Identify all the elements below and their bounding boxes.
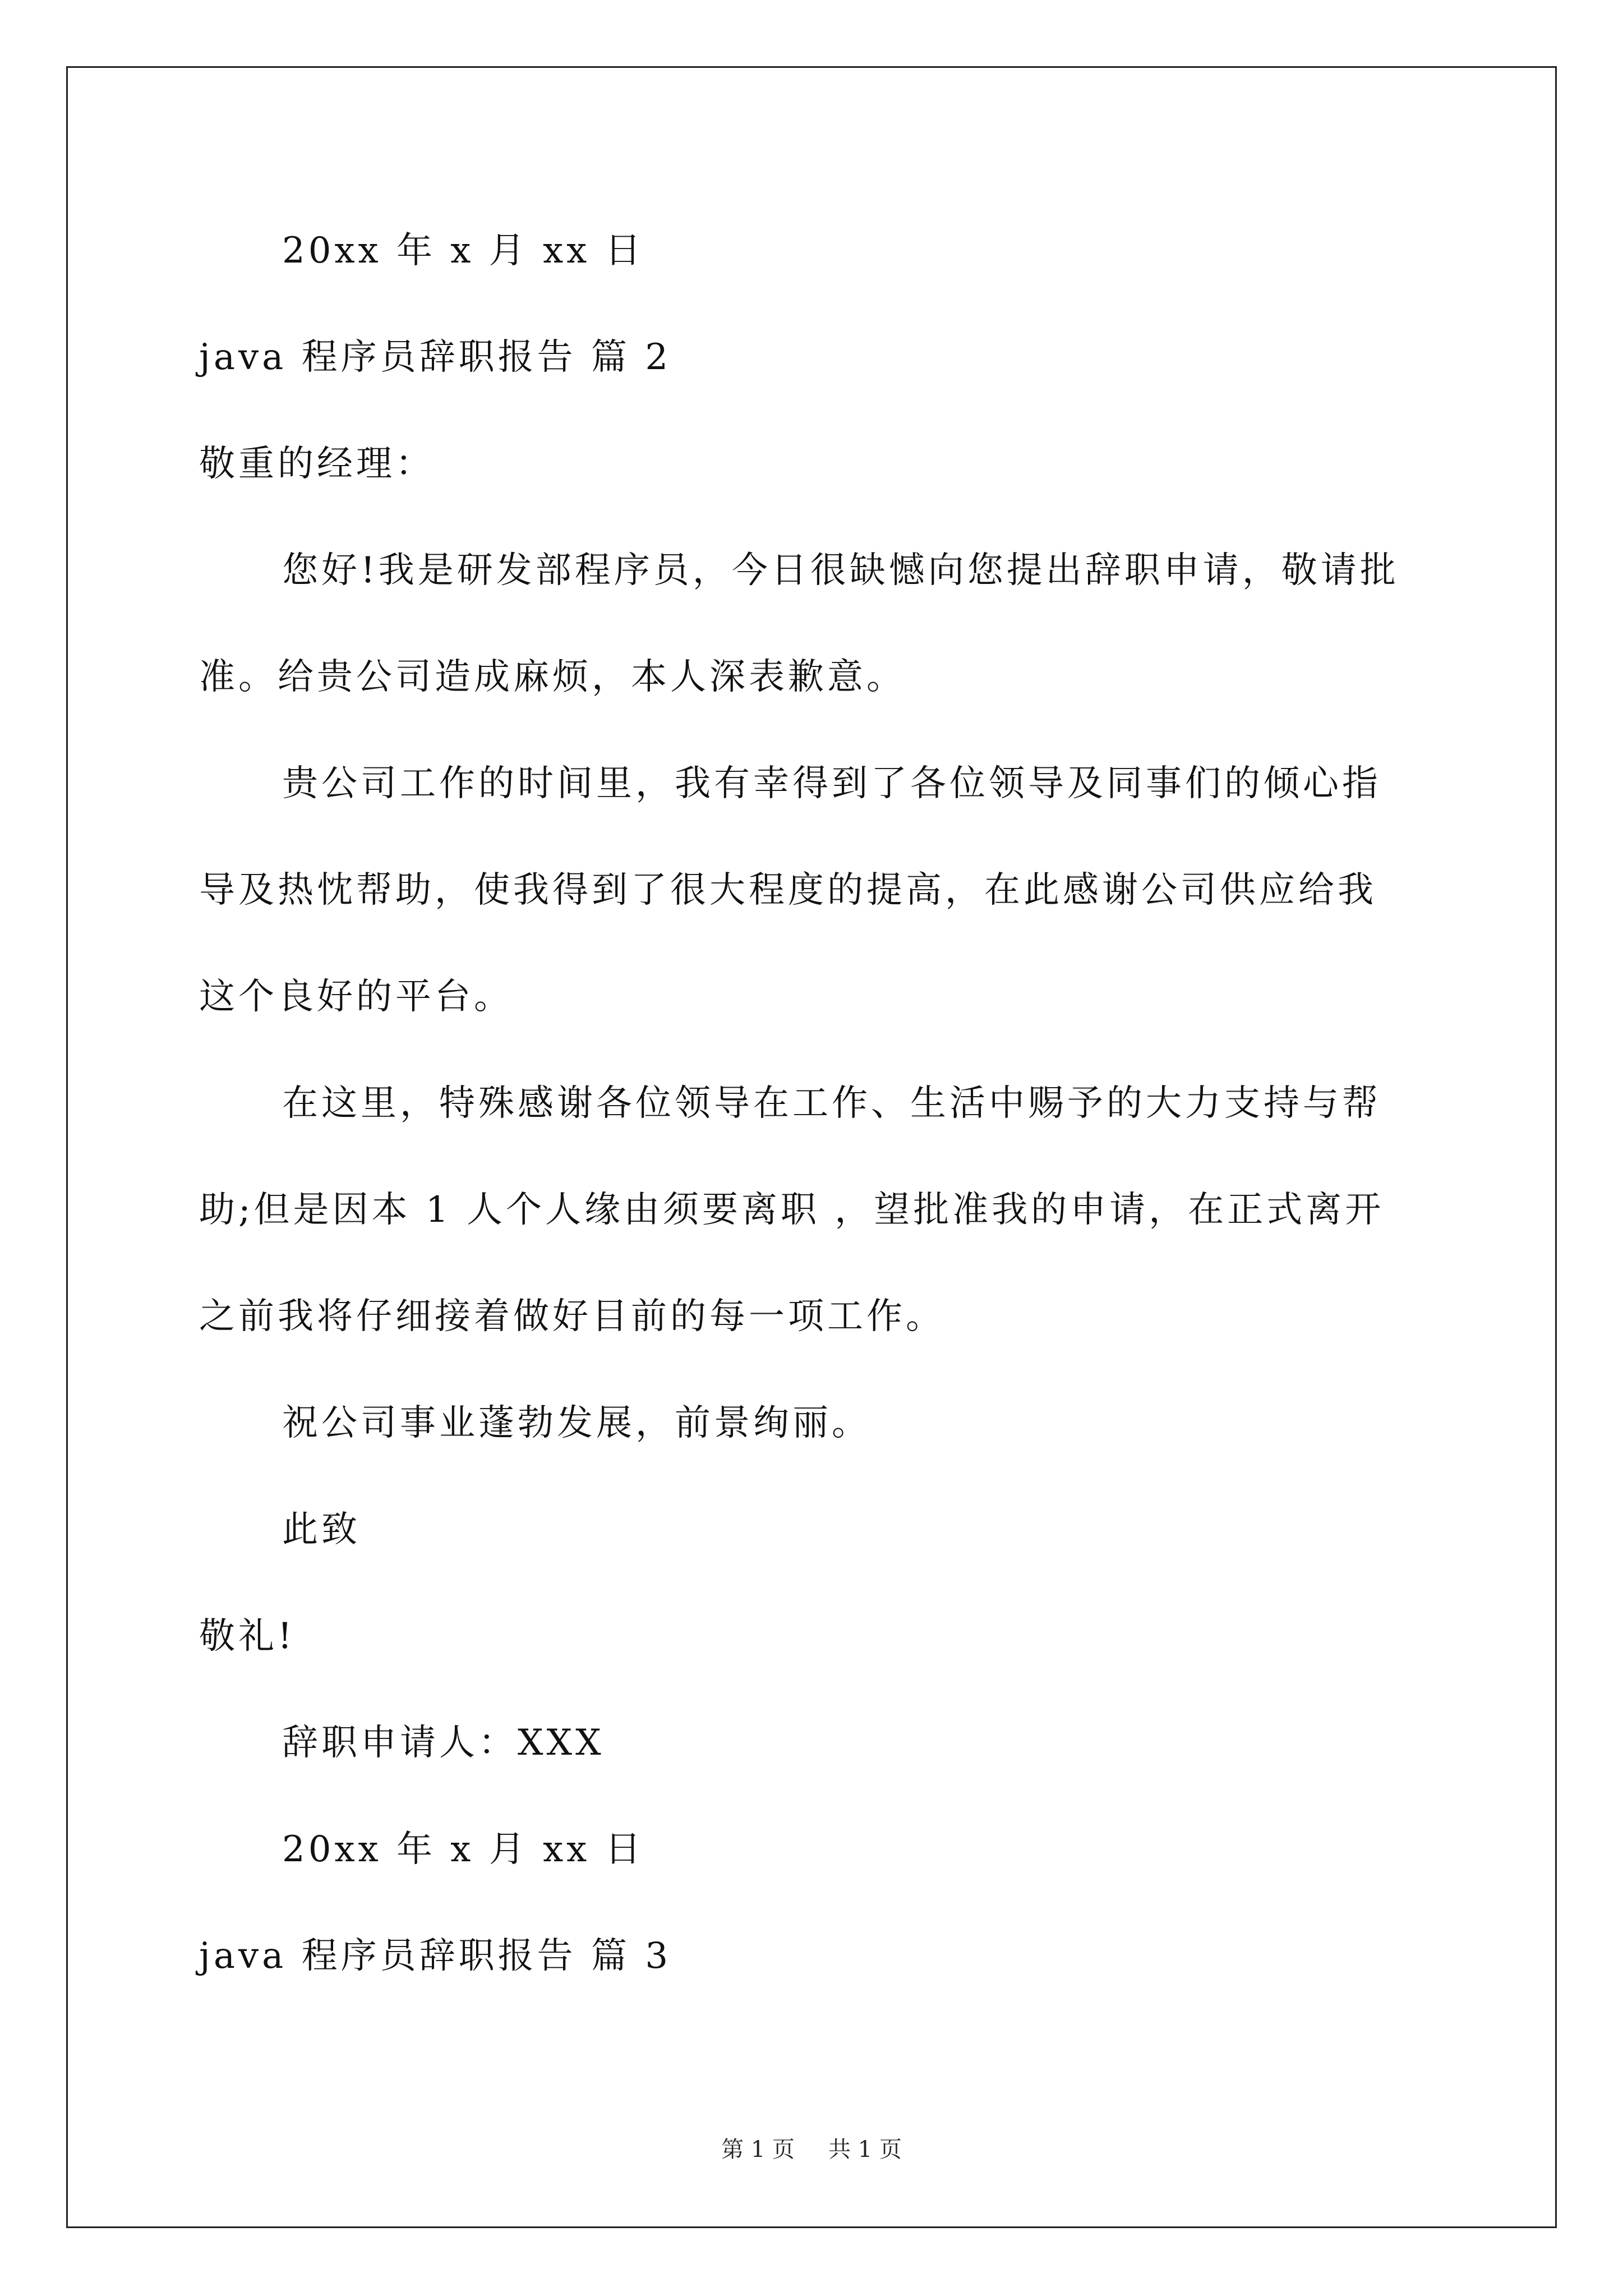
salutation: 敬重的经理：: [199, 443, 435, 485]
page-footer: [0, 2138, 1623, 2161]
paragraph-line: 助;但是因本 1 人个人缘由须要离职 ，望批准我的申请，在正式离开: [199, 1189, 1385, 1231]
page-border: [66, 66, 1557, 2228]
page-number: 第 1 页: [721, 2137, 795, 2162]
closing-line: 敬礼!: [199, 1616, 296, 1657]
paragraph-line: 准。给贵公司造成麻烦，本人深表歉意。: [199, 656, 906, 698]
paragraph-line: 这个良好的平台。: [199, 976, 513, 1018]
closing-line: 此致: [282, 1509, 361, 1550]
date-line: 20xx 年 x 月 xx 日: [282, 1829, 644, 1870]
section-heading: java 程序员辞职报告 篇 2: [199, 337, 672, 378]
signature-line: 辞职申请人：XXX: [282, 1722, 605, 1764]
paragraph-line: 您好!我是研发部程序员，今日很缺憾向您提出辞职申请，敬请批: [282, 550, 1399, 591]
paragraph-line: 导及热忱帮助，使我得到了很大程度的提高，在此感谢公司供应给我: [199, 869, 1377, 911]
paragraph-line: 祝公司事业蓬勃发展，前景绚丽。: [282, 1402, 871, 1444]
page-total: 共 1 页: [828, 2137, 902, 2162]
date-line: 20xx 年 x 月 xx 日: [282, 230, 644, 272]
paragraph-line: 贵公司工作的时间里，我有幸得到了各位领导及同事们的倾心指: [282, 763, 1381, 804]
paragraph-line: 之前我将仔细接着做好目前的每一项工作。: [199, 1296, 945, 1337]
paragraph-line: 在这里，特殊感谢各位领导在工作、生活中赐予的大力支持与帮: [282, 1083, 1381, 1124]
section-heading: java 程序员辞职报告 篇 3: [199, 1935, 672, 1977]
